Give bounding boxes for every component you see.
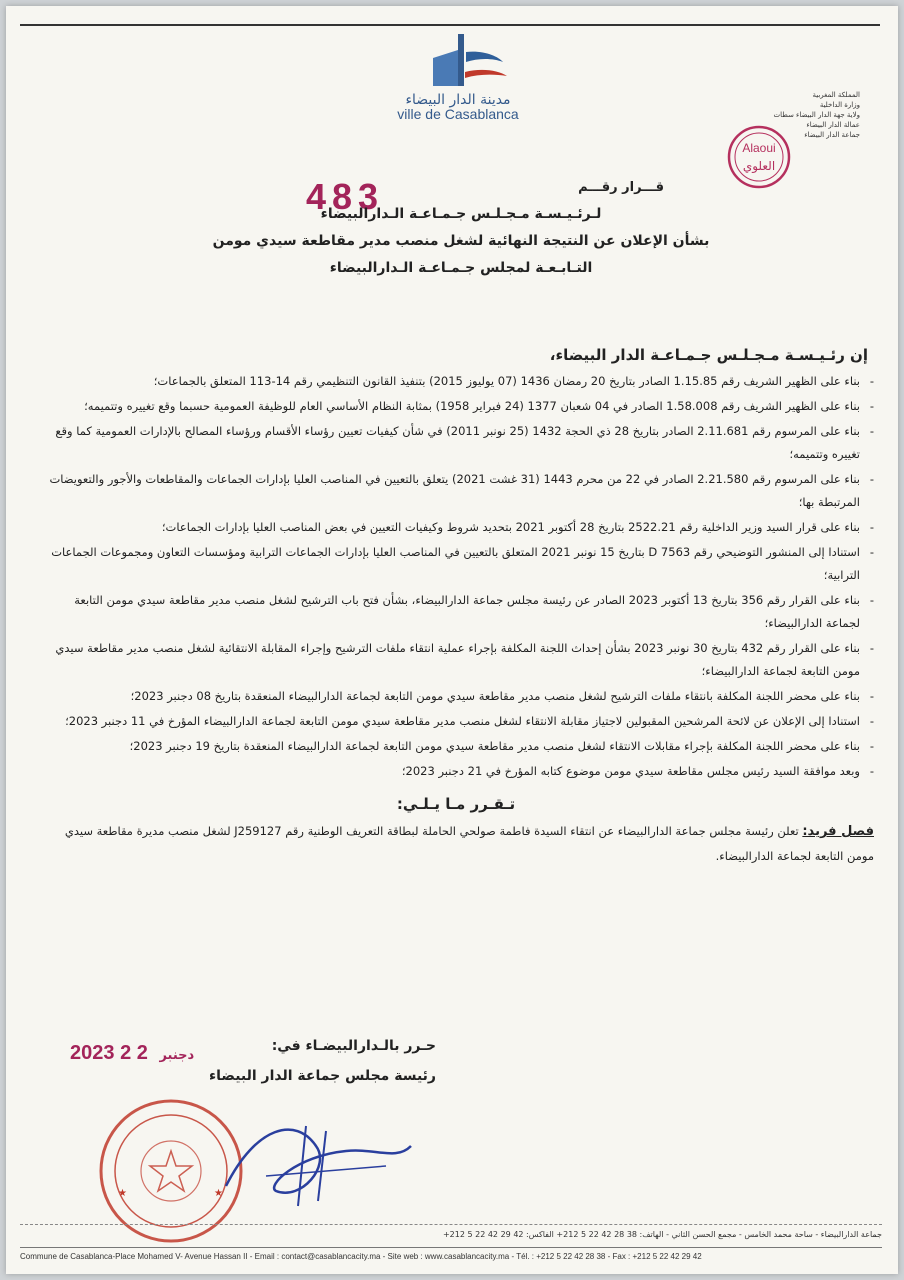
date-month: دجنبر xyxy=(159,1048,195,1063)
footer-arabic: جماعة الدارالبيضاء - ساحة محمد الخامس - مجمع الحسن الثاني - الهاتف: 38 28 42 22 5 212+ الفاكس: 42 29 42 22 5 212+ xyxy=(442,1230,882,1239)
preamble-item: - بناء على الظهير الشريف رقم 1.58.008 الصادر في 04 شعبان 1377 (24 فبراير 1958) بمثابة النظام الأساسي العام للوظيفة العمومية حسبما وقع تغييره وتتميمه؛ xyxy=(38,395,874,418)
document-page xyxy=(6,6,898,1274)
page-footer xyxy=(20,1224,882,1264)
decides-heading: تـقـرر مـا يـلـي: xyxy=(396,795,516,813)
decision-number: 483 xyxy=(306,176,385,217)
signature-block xyxy=(96,1038,436,1084)
preamble-item: - استنادا إلى الإعلان عن لائحة المرشحين المقبولين لاجتياز مقابلة الانتقاء لشغل منصب مدير مقاطعة سيدي مومن التابعة لجماعة الدارالبيضاء المؤرخ في 11 دجنبر 2023؛ xyxy=(38,710,874,733)
preamble-item: - بناء على المرسوم رقم 2.21.580 الصادر في 22 من محرم 1443 (31 غشت 2021) يتعلق بالتعيين في المناصب العليا بإدارات الجماعات والمقاطعات والأجور والتعويضات المرتبطة بها؛ xyxy=(38,468,874,514)
admin-line: المملكة المغربية xyxy=(812,91,860,99)
decision-header xyxy=(206,174,716,282)
signature-title: رئيسة مجلس جماعة الدار البيضاء xyxy=(208,1068,436,1084)
preamble-item: - بناء على قرار السيد وزير الداخلية رقم 2522.21 بتاريخ 28 أكتوبر 2021 بتحديد شروط وكيفيات التعيين في بعض المناصب العليا بإدارات الجماعات؛ xyxy=(38,516,874,539)
preamble-item: - وبعد موافقة السيد رئيس مجلس مقاطعة سيدي مومن موضوع كتابه المؤرخ في 21 دجنبر 2023؛ xyxy=(38,760,874,783)
admin-line: وزارة الداخلية xyxy=(819,101,860,109)
logo-name-fr: ville de Casablanca xyxy=(397,106,519,122)
logo-name-ar: مدينة الدار البيضاء xyxy=(405,92,511,108)
svg-text:★: ★ xyxy=(118,1188,127,1199)
stamp-text-top: Alaoui xyxy=(742,141,776,155)
date-year: 2023 xyxy=(70,1042,115,1064)
handwritten-signature-icon xyxy=(206,1106,426,1216)
intro-line: إن رئـيـسـة مـجـلـس جـمـاعـة الدار البيضاء، xyxy=(549,346,868,364)
preamble-item: - بناء على القرار رقم 432 بتاريخ 30 نونبر 2023 بشأن إحداث اللجنة المكلفة بإجراء عملية انتقاء ملفات الترشيح وإجراء المقابلة الانتقائية لشغل منصب مدير مقاطعة سيدي مومن التابعة لجماعة الدارالبيضاء؛ xyxy=(38,637,874,683)
decision-label: قـــرار رقـــم xyxy=(578,180,664,195)
top-rule xyxy=(20,24,880,26)
article-label: فصل فريد: xyxy=(802,824,874,839)
decision-body xyxy=(38,346,874,868)
city-logo-icon xyxy=(403,32,513,94)
preamble-item: - بناء على المرسوم رقم 2.11.681 الصادر بتاريخ 28 ذي الحجة 1432 (25 نونبر 2011) في شأن كيفيات تعيين رؤساء الأقسام ورؤساء المصالح بالإدارات العمومية كما وقع تغييره وتتميمه؛ xyxy=(38,420,874,466)
preamble-item: - بناء على محضر اللجنة المكلفة بانتقاء ملفات الترشيح لشغل منصب مدير مقاطعة سيدي مومن التابعة لجماعة الدارالبيضاء المنعقدة بتاريخ 08 دجنبر 2023؛ xyxy=(38,685,874,708)
name-stamp-icon xyxy=(726,124,792,190)
footer-french: Commune de Casablanca-Place Mohamed V- Avenue Hassan II - Email : contact@casablancacity.ma - Site web : www.casablancacity.ma - Tél. : +212 5 22 42 28 38 - Fax : +212 5 22 42 29 42 xyxy=(20,1247,882,1264)
decision-line-3: التـابـعـة لمجلس جـمـاعـة الـدارالبيضاء xyxy=(329,260,593,276)
article-text: تعلن رئيسة مجلس جماعة الدارالبيضاء عن انتقاء السيدة فاطمة صولحي الحاملة لبطاقة التعريف الوطنية رقم J259127 لشغل منصب مديرة مقاطعة سيدي مومن التابعة لجماعة الدارالبيضاء. xyxy=(64,824,874,863)
decision-line-1: لـرئـيـسـة مـجـلـس جـمـاعـة الـدارالبيضاء xyxy=(320,206,602,222)
admin-line: ولاية جهة الدار البيضاء سطات xyxy=(773,111,860,119)
preamble-item: - بناء على محضر اللجنة المكلفة بإجراء مقابلات الانتقاء لشغل منصب مدير مقاطعة سيدي مومن التابعة لجماعة الدارالبيضاء المنعقدة بتاريخ 19 دجنبر 2023؛ xyxy=(38,735,874,758)
svg-text:★: ★ xyxy=(214,1188,223,1199)
preamble-item: - بناء على الظهير الشريف رقم 1.15.85 الصادر بتاريخ 20 رمضان 1436 (07 يوليوز 2015) بتنفيذ القانون التنظيمي رقم 14-113 المتعلق بالجماعات؛ xyxy=(38,370,874,393)
date-day: 2 2 xyxy=(120,1042,148,1064)
signature-place: حـرر بالـدارالبيضـاء في: xyxy=(271,1038,436,1054)
stamp-text-bottom: العلوي xyxy=(742,159,776,173)
preamble-item: - بناء على القرار رقم 356 بتاريخ 13 أكتوبر 2023 الصادر عن رئيسة مجلس جماعة الدارالبيضاء، بشأن فتح باب الترشيح لشغل منصب مدير مقاطعة سيدي مومن التابعة لجماعة الدارالبيضاء؛ xyxy=(38,589,874,635)
decision-line-2: بشأن الإعلان عن النتيجة النهائية لشغل منصب مدير مقاطعة سيدي مومن xyxy=(212,233,710,249)
admin-line: جماعة الدار البيضاء xyxy=(804,131,860,139)
single-article xyxy=(38,819,874,868)
city-logo xyxy=(378,32,538,132)
admin-line: عمالة الدار البيضاء xyxy=(806,121,860,129)
preamble-item: - استنادا إلى المنشور التوضيحي رقم D 7563 بتاريخ 15 نونبر 2021 المتعلق بالتعيين في المناصب العليا بإدارات الجماعات الترابية ومؤسسات التعاون ومجموعات الجماعات الترابية؛ xyxy=(38,541,874,587)
